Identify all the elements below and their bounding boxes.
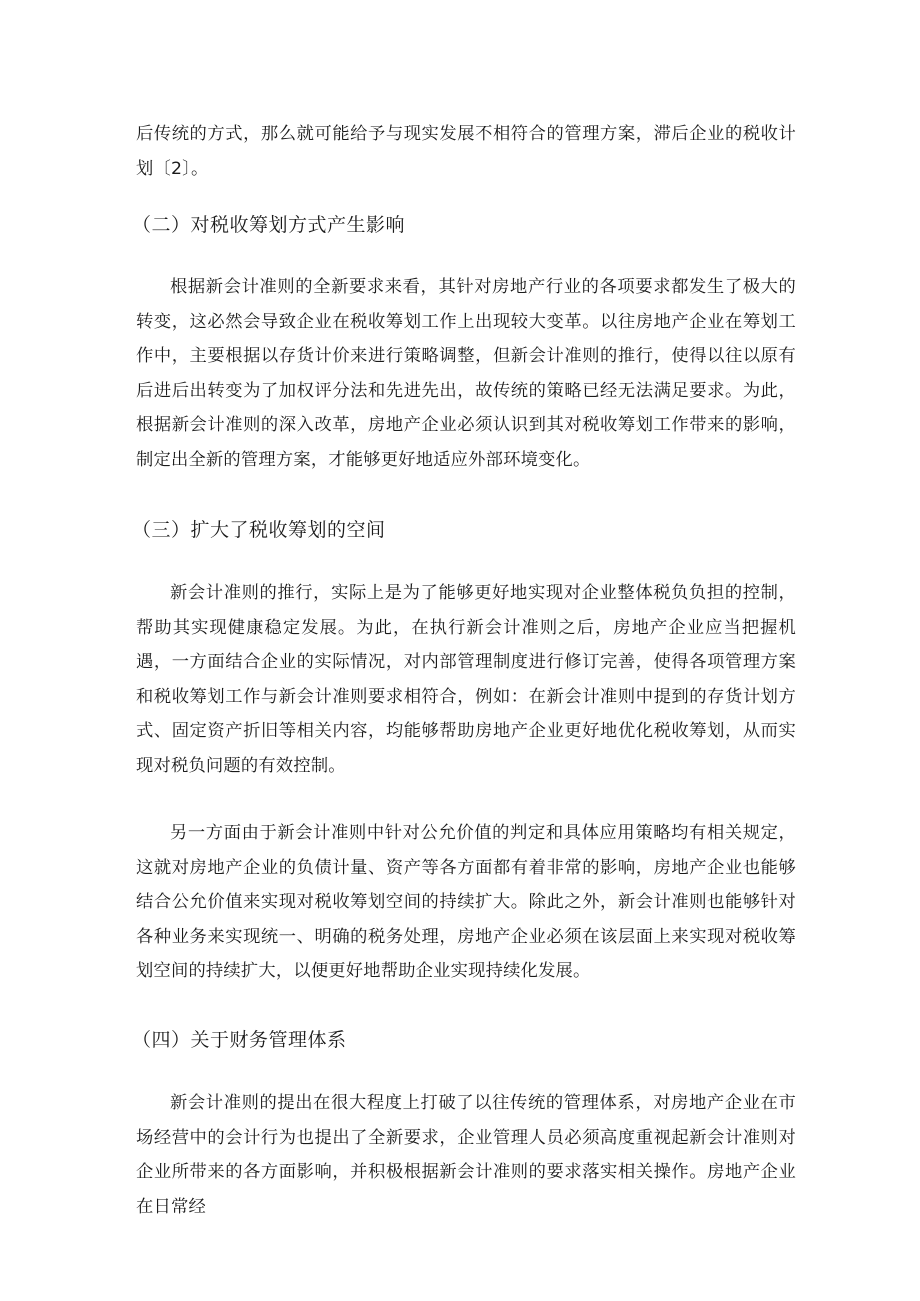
paragraph-continuation: 后传统的方式，那么就可能给予与现实发展不相符合的管理方案，滞后企业的税收计划〔2〕。 — [136, 124, 796, 179]
section-heading-4: （四）关于财务管理体系 — [132, 1029, 347, 1051]
paragraph-financial-management: 新会计准则的提出在很大程度上打破了以往传统的管理体系，对房地产企业在市场经营中的会计行为也提出了全新要求，企业管理人员必须高度重视起新会计准则对企业所带来的各方面影响，并积极根据新会计准则的要求落实相关操作。房地产企业在日常经 — [136, 1093, 796, 1217]
paragraph-tax-planning-space-2: 另一方面由于新会计准则中针对公允价值的判定和具体应用策略均有相关规定，这就对房地产企业的负债计量、资产等各方面都有着非常的影响，房地产企业也能够结合公允价值来实现对税收筹划空间的持续扩大。除此之外，新会计准则也能够针对各种业务来实现统一、明确的税务处理，房地产企业必须在该层面上来实现对税收筹划空间的持续扩大，以便更好地帮助企业实现持续化发展。 — [136, 823, 796, 981]
section-heading-3: （三）扩大了税收筹划的空间 — [132, 519, 386, 541]
paragraph-tax-planning-method: 根据新会计准则的全新要求来看，其针对房地产行业的各项要求都发生了极大的转变，这必然会导致企业在税收筹划工作上出现较大变革。以往房地产企业在筹划工作中，主要根据以存货计价来进行策略调整，但新会计准则的推行，使得以往以原有后进后出转变为了加权评分法和先进先出，故传统的策略已经无法满足要求。为此，根据新会计准则的深入改革，房地产企业必须认识到其对税收筹划工作带来的影响，制定出全新的管理方案，才能够更好地适应外部环境变化。 — [136, 277, 796, 470]
paragraph-tax-planning-space-1: 新会计准则的推行，实际上是为了能够更好地实现对企业整体税负负担的控制，帮助其实现健康稳定发展。为此，在执行新会计准则之后，房地产企业应当把握机遇，一方面结合企业的实际情况，对内部管理制度进行修订完善，使得各项管理方案和税收筹划工作与新会计准则要求相符合，例如：在新会计准则中提到的存货计划方式、固定资产折旧等相关内容，均能够帮助房地产企业更好地优化税收筹划，从而实现对税负问题的有效控制。 — [136, 583, 796, 776]
section-heading-2: （二）对税收筹划方式产生影响 — [132, 214, 406, 236]
